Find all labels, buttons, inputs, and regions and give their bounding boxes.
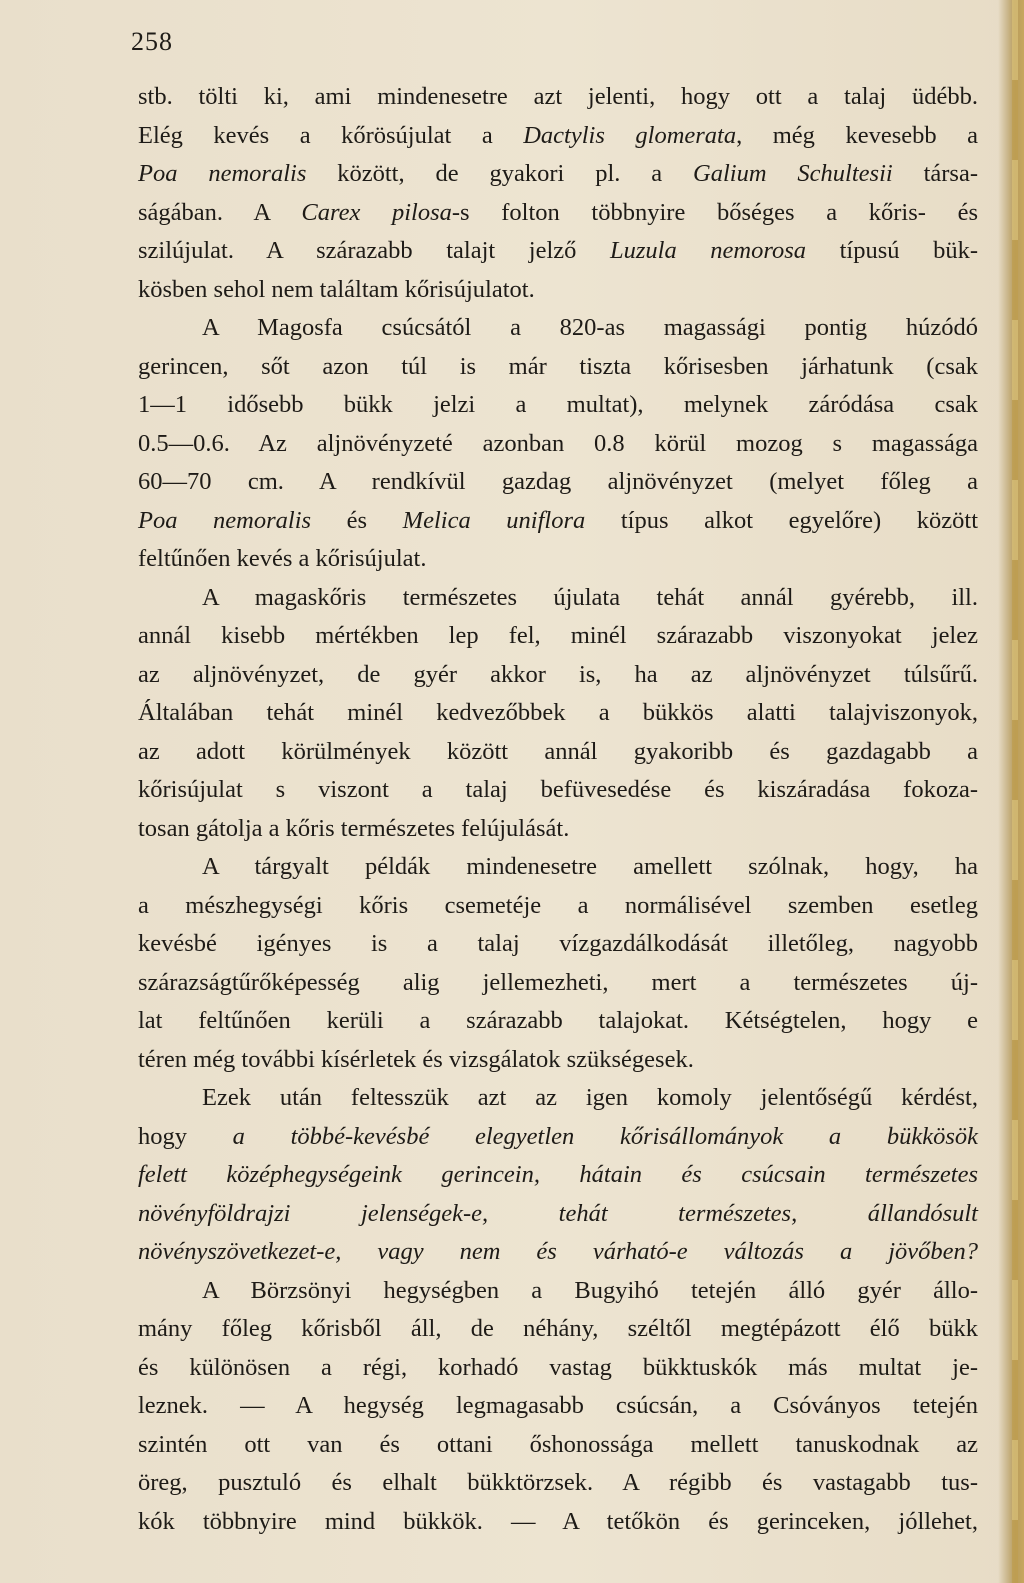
italic-text-segment: Dactylis glomerata <box>523 121 737 149</box>
text-segment: leznek. — A hegység legmagasabb csúcsán, a Csóványos tetején <box>138 1392 978 1419</box>
text-line <box>138 733 978 772</box>
text-segment: lat feltűnően kerüli a szárazabb talajokat. Kétségtelen, hogy e <box>138 1007 978 1034</box>
text-segment: stb. tölti ki, ami mindenesetre azt jelenti, hogy ott a talaj üdébb. <box>138 83 978 110</box>
text-line <box>138 463 978 502</box>
text-segment: kevésbé igényes is a talaj vízgazdálkodását illetőleg, nagyobb <box>138 930 978 957</box>
text-segment: kőrisújulat s viszont a talaj befüvesedése és kiszáradása fokoza- <box>138 776 978 803</box>
italic-text-segment: növényföldrajzi jelenségek-e, tehát természetes, állandósult <box>138 1199 978 1227</box>
text-segment: Általában tehát minél kedvezőbbek a bükkös alatti talajviszonyok, <box>138 699 978 726</box>
italic-text-segment: Galium Schultesii <box>693 160 893 187</box>
text-line <box>138 155 978 194</box>
text-segment: hogy <box>138 1122 233 1150</box>
text-segment: annál kisebb mértékben lep fel, minél szárazabb viszonyokat jelez <box>138 622 978 649</box>
text-line <box>138 579 978 618</box>
text-segment: gerincen, sőt azon túl is már tiszta kőrisesben járhatunk (csak <box>138 352 978 380</box>
text-line <box>138 425 978 464</box>
text-line <box>138 694 978 733</box>
text-segment: tosan gátolja a kőris természetes felújulását. <box>138 814 570 842</box>
text-segment: az adott körülmények között annál gyakoribb és gazdagabb a <box>138 737 978 765</box>
italic-text-segment: Poa nemoralis <box>138 160 307 187</box>
text-segment: társa- <box>892 160 978 187</box>
text-segment: 0.5—0.6. Az aljnövényzeté azonban 0.8 körül mozog s magassága <box>138 429 978 457</box>
text-line <box>138 925 978 964</box>
text-segment: Ezek után feltesszük azt az igen komoly jelentőségű kérdést, <box>202 1084 978 1111</box>
text-line <box>138 1464 978 1503</box>
text-line <box>138 1041 978 1080</box>
text-segment: Elég kevés a kőrösújulat a <box>138 121 524 149</box>
text-line <box>138 348 978 387</box>
text-segment: szintén ott van és ottani őshonossága mellett tanuskodnak az <box>138 1430 978 1458</box>
text-line <box>138 1272 978 1311</box>
text-segment: és <box>311 506 403 534</box>
text-line <box>138 309 978 348</box>
text-segment: az aljnövényzet, de gyér akkor is, ha az aljnövényzet túlsűrű. <box>138 660 978 688</box>
text-line <box>138 386 978 425</box>
text-line <box>138 271 978 310</box>
text-segment: típusú bük- <box>806 237 978 264</box>
text-line <box>138 810 978 849</box>
text-line <box>138 1156 978 1195</box>
text-line <box>138 656 978 695</box>
text-line <box>138 194 978 233</box>
text-segment: ságában. A <box>138 198 302 226</box>
text-segment: és különösen a régi, korhadó vastag bükktuskók más multat je- <box>138 1353 978 1381</box>
text-segment: kók többnyire mind bükkök. — A tetőkön és gerinceken, jóllehet, <box>138 1507 978 1535</box>
text-line <box>138 1426 978 1465</box>
text-line <box>138 1079 978 1118</box>
text-segment: típus alkot egyelőre) között <box>585 506 978 534</box>
text-segment: A Magosfa csúcsától a 820-as magassági pontig húzódó <box>202 314 978 341</box>
text-segment: a mészhegységi kőris csemetéje a normálisével szemben esetleg <box>138 891 978 919</box>
text-line <box>138 617 978 656</box>
text-line <box>138 117 978 156</box>
text-line <box>138 502 978 541</box>
text-line <box>138 1349 978 1388</box>
text-segment: mány főleg kőrisből áll, de néhány, széltől megtépázott élő bükk <box>138 1315 978 1342</box>
text-segment: 1—1 idősebb bükk jelzi a multat), melynek záródása csak <box>138 391 978 418</box>
italic-text-segment: a többé-kevésbé elegyetlen kőrisállományok a bükkösök <box>232 1122 978 1150</box>
text-line <box>138 887 978 926</box>
text-line <box>138 1002 978 1041</box>
text-line <box>138 1233 978 1272</box>
text-segment: között, de gyakori pl. a <box>306 160 694 187</box>
text-line <box>138 78 978 117</box>
text-segment: téren még további kísérletek és vizsgálatok szükségesek. <box>138 1045 694 1073</box>
text-segment: A magaskőris természetes újulata tehát annál gyérebb, ill. <box>202 583 978 611</box>
text-line <box>138 1195 978 1234</box>
text-segment: -s folton többnyire bőséges a kőris- és <box>451 198 978 226</box>
italic-text-segment: növényszövetkezet-e, vagy nem és várható-e változás a jövőben? <box>138 1238 978 1265</box>
text-segment: szilújulat. A szárazabb talajt jelző <box>138 237 610 264</box>
text-line <box>138 1503 978 1542</box>
text-segment: , még kevesebb a <box>736 121 978 149</box>
body-text <box>138 78 978 1541</box>
page-edge <box>998 0 1024 1583</box>
text-segment: 60—70 cm. A rendkívül gazdag aljnövényzet (melyet főleg a <box>138 468 978 495</box>
text-line <box>138 848 978 887</box>
italic-text-segment: felett középhegységeink gerincein, hátain és csúcsain természetes <box>138 1161 978 1188</box>
text-line <box>138 1310 978 1349</box>
text-line <box>138 964 978 1003</box>
italic-text-segment: Poa nemoralis <box>138 506 312 534</box>
text-line <box>138 540 978 579</box>
italic-text-segment: Luzula nemorosa <box>610 237 807 264</box>
italic-text-segment: Carex pilosa <box>301 198 452 226</box>
text-segment: szárazságtűrőképesség alig jellemezheti, mert a természetes új- <box>138 968 978 996</box>
italic-text-segment: Melica uniflora <box>402 506 586 534</box>
text-segment: feltűnően kevés a kőrisújulat. <box>138 545 427 572</box>
text-line <box>138 771 978 810</box>
text-segment: A Börzsönyi hegységben a Bugyihó tetején álló gyér állo- <box>202 1276 978 1304</box>
page-edge-stripe <box>1012 0 1018 1583</box>
text-line <box>138 1118 978 1157</box>
text-line <box>138 1387 978 1426</box>
page-number: 258 <box>131 27 173 56</box>
text-line <box>138 232 978 271</box>
text-segment: öreg, pusztuló és elhalt bükktörzsek. A régibb és vastagabb tus- <box>138 1469 978 1496</box>
text-segment: kösben sehol nem találtam kőrisújulatot. <box>138 275 535 303</box>
text-segment: A tárgyalt példák mindenesetre amellett szólnak, hogy, ha <box>202 853 978 880</box>
